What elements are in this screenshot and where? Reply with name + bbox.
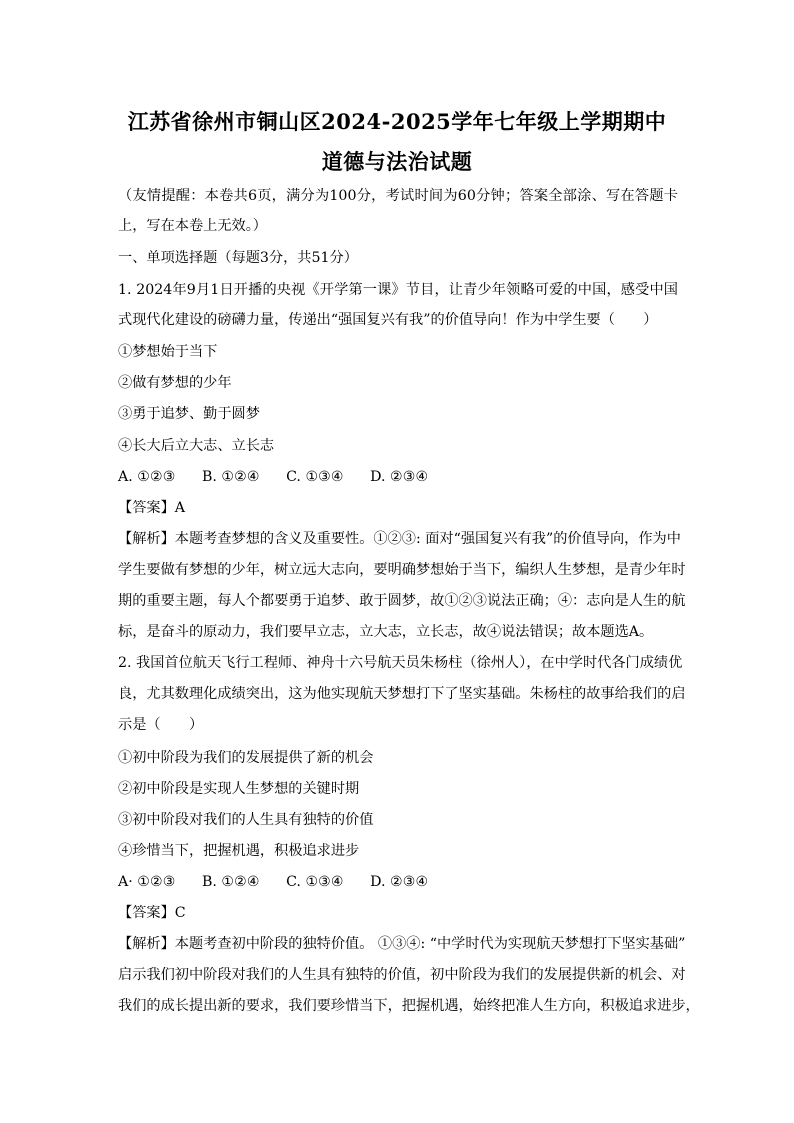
question-2-analysis: 【解析】本题考查初中阶段的独特价值。 ①③④: “中学时代为实现航天梦想打下坚实基础” xyxy=(118,936,686,952)
question-1-stem: 式现代化建设的磅礴力量，传递出“强国复兴有我”的价值导向！作为中学生要（ ） xyxy=(118,312,658,328)
option-d: D. ②③④ xyxy=(370,469,429,485)
question-1-stem: 1. 2024年9月1日开播的央视《开学第一课》节目，让青少年领略可爱的中国，感受中国 xyxy=(118,282,678,298)
question-1-options xyxy=(118,467,678,487)
option-c: C. ①③④ xyxy=(286,874,344,890)
question-1-item: ②做有梦想的少年 xyxy=(118,375,232,391)
question-2-item: ③初中阶段对我们的人生具有独特的价值 xyxy=(118,812,374,828)
question-2-answer: 【答案】C xyxy=(118,905,186,921)
question-2-options xyxy=(118,872,678,892)
option-d: D. ②③④ xyxy=(370,874,429,890)
question-2-item: ②初中阶段是实现人生梦想的关键时期 xyxy=(118,781,360,797)
question-2-stem: 2. 我国首位航天飞行工程师、神舟十六号航天员朱杨柱（徐州人），在中学时代各门成绩优 xyxy=(118,655,683,671)
option-b: B. ①②④ xyxy=(201,874,260,890)
question-1-item: ①梦想始于当下 xyxy=(118,344,218,360)
notice-line: （友情提醒：本卷共6页，满分为100分，考试时间为60分钟；答案全部涂、写在答题卡 xyxy=(118,188,678,204)
notice-line: 上，写在本卷上无效。） xyxy=(118,218,267,234)
page-title: 江苏省徐州市铜山区2024-2025学年七年级上学期期中 xyxy=(127,109,667,134)
option-c: C. ①③④ xyxy=(286,469,344,485)
option-a: A. ①②③ xyxy=(118,469,176,485)
question-1-answer: 【答案】A xyxy=(118,500,185,516)
question-2-analysis: 我们的成长提出新的要求，我们要珍惜当下，把握机遇，始终把准人生方向，积极追求进步， xyxy=(118,998,700,1014)
question-1-analysis: 期的重要主题，每人个都要勇于追梦、敢于圆梦，故①②③说法正确；④：志向是人生的航 xyxy=(118,593,686,609)
option-b: B. ①②④ xyxy=(201,469,260,485)
question-1-analysis: 标，是奋斗的原动力，我们要早立志，立大志，立长志，故④说法错误；故本题选A。 xyxy=(118,624,654,640)
question-2-item: ④珍惜当下，把握机遇，积极追求进步 xyxy=(118,843,360,859)
question-2-item: ①初中阶段为我们的发展提供了新的机会 xyxy=(118,750,374,766)
question-1-item: ④长大后立大志、立长志 xyxy=(118,438,275,454)
question-2-analysis: 启示我们初中阶段对我们的人生具有独特的价值，初中阶段为我们的发展提供新的机会、对 xyxy=(118,967,686,983)
question-1-analysis: 学生要做有梦想的少年，树立远大志向，要明确梦想始于当下，编织人生梦想，是青少年时 xyxy=(118,562,686,578)
option-a: A· ①②③ xyxy=(118,874,176,890)
question-1-analysis: 【解析】本题考查梦想的含义及重要性。①②③: 面对“强国复兴有我”的价值导向，作为中 xyxy=(118,531,681,547)
question-1-item: ③勇于追梦、勤于圆梦 xyxy=(118,406,260,422)
question-2-stem: 良，尤其数理化成绩突出，这为他实现航天梦想打下了坚实基础。朱杨柱的故事给我们的启 xyxy=(118,686,686,702)
page-subtitle: 道德与法治试题 xyxy=(321,149,473,174)
section-heading: 一、单项选择题（每题3分，共51分） xyxy=(118,250,358,266)
question-2-stem: 示是（ ） xyxy=(118,717,204,733)
